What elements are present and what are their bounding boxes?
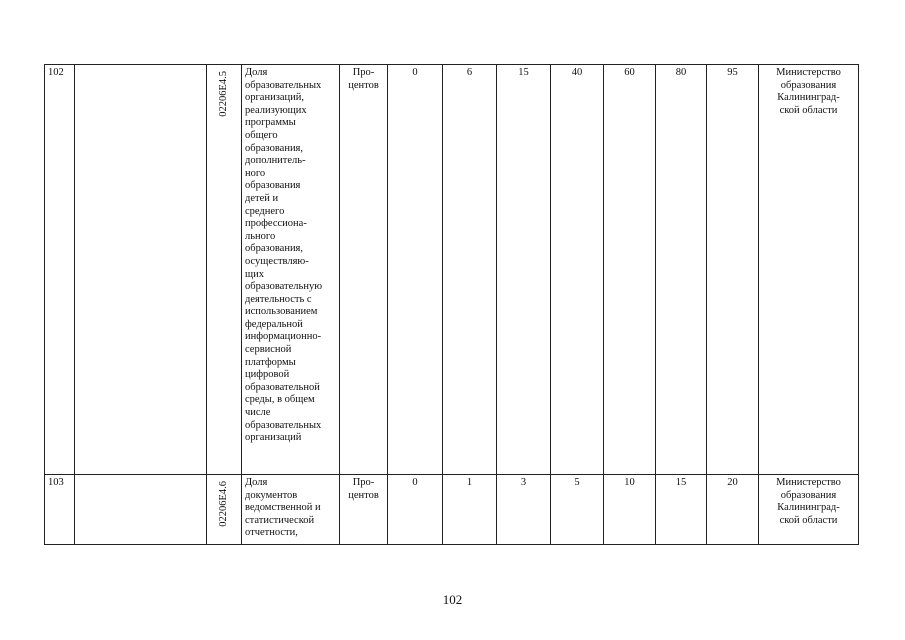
value-cell: 40 — [551, 65, 604, 475]
indicators-table — [44, 64, 859, 545]
unit-of-measure: Про- центов — [340, 475, 388, 545]
indicator-code: 02206E4.6 — [218, 481, 229, 527]
value-cell: 60 — [604, 65, 656, 475]
empty-cell — [75, 475, 207, 545]
value-cell: 15 — [656, 475, 707, 545]
code-cell — [207, 475, 242, 545]
empty-cell — [75, 65, 207, 475]
value-cell: 95 — [707, 65, 759, 475]
indicator-description: Доля документов ведомственной и статистической отчетности, — [242, 475, 340, 545]
value-cell: 15 — [497, 65, 551, 475]
indicator-description: Доля образовательных организаций, реализующих программы общего образования, дополнитель- ного образования детей и среднего профессиона- льного образования, осуществляю- щих образовательную деятельность с использованием федеральной информационно- сервисной платформы цифровой образовательной среды, в общем числе образовательных организаций — [242, 65, 340, 475]
responsible-body: Министерство образования Калининград- ской области — [759, 65, 859, 475]
responsible-body: Министерство образования Калининград- ской области — [759, 475, 859, 545]
value-cell: 10 — [604, 475, 656, 545]
code-cell — [207, 65, 242, 475]
page-number: 102 — [442, 592, 463, 607]
value-cell: 20 — [707, 475, 759, 545]
unit-of-measure: Про- центов — [340, 65, 388, 475]
value-cell: 5 — [551, 475, 604, 545]
row-number: 102 — [45, 65, 75, 475]
value-cell: 0 — [388, 65, 443, 475]
value-cell: 1 — [443, 475, 497, 545]
value-cell: 3 — [497, 475, 551, 545]
value-cell: 6 — [443, 65, 497, 475]
table-row — [45, 65, 859, 475]
row-number: 103 — [45, 475, 75, 545]
value-cell: 80 — [656, 65, 707, 475]
indicator-code: 02206E4.5 — [218, 71, 229, 117]
table-row — [45, 475, 859, 545]
value-cell: 0 — [388, 475, 443, 545]
